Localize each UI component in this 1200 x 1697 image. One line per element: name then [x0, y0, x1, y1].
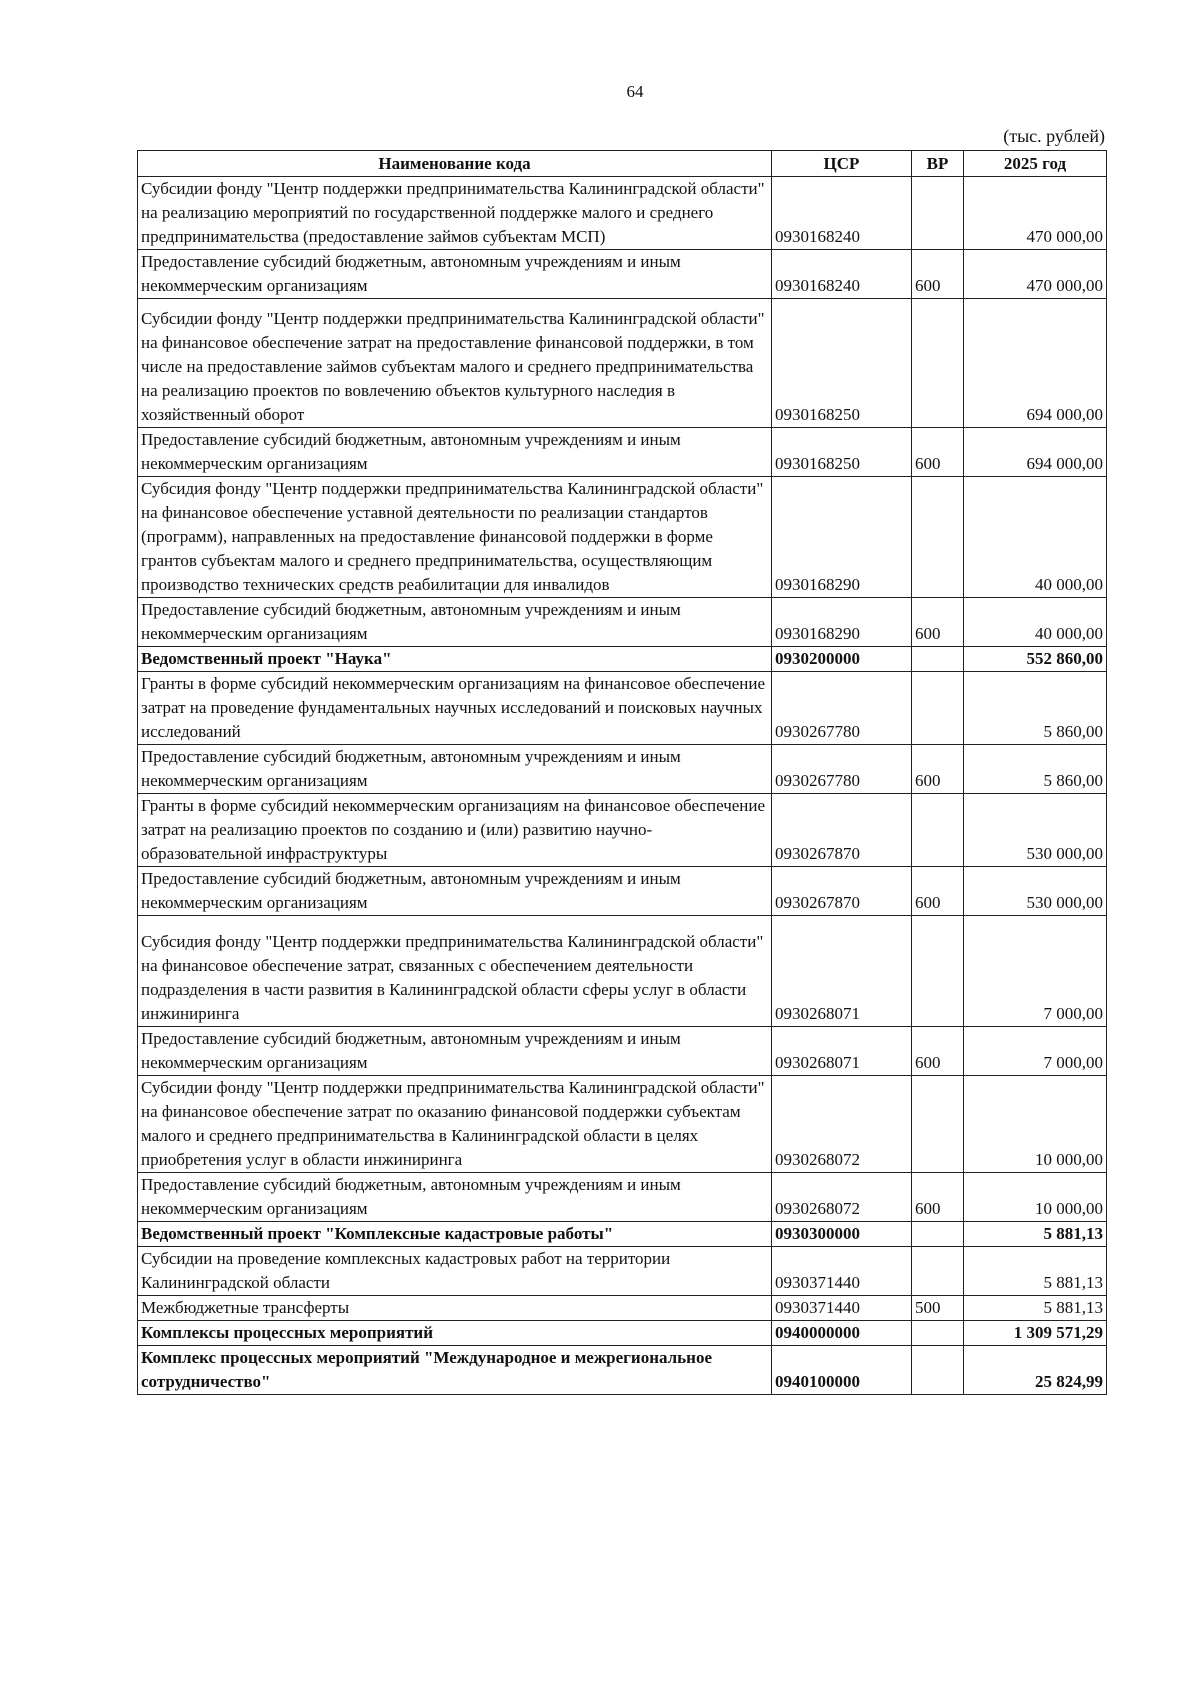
row-csr-code: 0930200000	[772, 647, 912, 672]
row-csr-code: 0930371440	[772, 1296, 912, 1321]
row-vr-code: 600	[912, 867, 964, 916]
row-vr-code: 600	[912, 745, 964, 794]
table-row	[138, 1173, 1107, 1222]
row-vr-code	[912, 794, 964, 867]
table-row	[138, 1027, 1107, 1076]
row-amount: 10 000,00	[964, 1173, 1107, 1222]
row-csr-code: 0930168290	[772, 598, 912, 647]
table-row	[138, 672, 1107, 745]
row-amount: 5 881,13	[964, 1296, 1107, 1321]
row-csr-code: 0930168250	[772, 428, 912, 477]
row-name: Субсидия фонду "Центр поддержки предпринимательства Калининградской области" на финансовое обеспечение затрат, связанных с обеспечением деятельности подразделения в части развития в Калининградской области сферы услуг в области инжиниринга	[138, 916, 772, 1027]
row-name: Предоставление субсидий бюджетным, автономным учреждениям и иным некоммерческим организациям	[138, 745, 772, 794]
row-amount: 25 824,99	[964, 1346, 1107, 1395]
row-name: Межбюджетные трансферты	[138, 1296, 772, 1321]
row-name: Предоставление субсидий бюджетным, автономным учреждениям и иным некоммерческим организациям	[138, 1173, 772, 1222]
row-amount: 5 881,13	[964, 1247, 1107, 1296]
table-row	[138, 598, 1107, 647]
row-csr-code: 0930371440	[772, 1247, 912, 1296]
table-row	[138, 1321, 1107, 1346]
row-amount: 694 000,00	[964, 428, 1107, 477]
row-csr-code: 0930267870	[772, 794, 912, 867]
table-row	[138, 745, 1107, 794]
table-body	[138, 177, 1107, 1395]
row-vr-code	[912, 647, 964, 672]
row-csr-code: 0930168250	[772, 299, 912, 428]
table-header-row	[138, 151, 1107, 177]
row-vr-code: 600	[912, 598, 964, 647]
row-amount: 7 000,00	[964, 916, 1107, 1027]
row-vr-code: 600	[912, 1173, 964, 1222]
row-name: Ведомственный проект "Наука"	[138, 647, 772, 672]
table-row	[138, 250, 1107, 299]
row-amount: 552 860,00	[964, 647, 1107, 672]
row-csr-code: 0930168240	[772, 250, 912, 299]
row-csr-code: 0930168240	[772, 177, 912, 250]
row-csr-code: 0940000000	[772, 1321, 912, 1346]
table-row	[138, 1222, 1107, 1247]
table-row	[138, 794, 1107, 867]
row-csr-code: 0930268072	[772, 1173, 912, 1222]
row-name: Комплексы процессных мероприятий	[138, 1321, 772, 1346]
row-csr-code: 0930300000	[772, 1222, 912, 1247]
table-row	[138, 1346, 1107, 1395]
header-csr: ЦСР	[772, 151, 912, 177]
table-row	[138, 477, 1107, 598]
row-name: Предоставление субсидий бюджетным, автономным учреждениям и иным некоммерческим организациям	[138, 1027, 772, 1076]
row-csr-code: 0930267780	[772, 672, 912, 745]
table-row	[138, 1247, 1107, 1296]
row-amount: 5 860,00	[964, 745, 1107, 794]
row-amount: 5 860,00	[964, 672, 1107, 745]
row-name: Ведомственный проект "Комплексные кадастровые работы"	[138, 1222, 772, 1247]
row-name: Предоставление субсидий бюджетным, автономным учреждениям и иным некоммерческим организациям	[138, 250, 772, 299]
row-name: Гранты в форме субсидий некоммерческим организациям на финансовое обеспечение затрат на реализацию проектов по созданию и (или) развитию научно-образовательной инфраструктуры	[138, 794, 772, 867]
row-csr-code: 0930168290	[772, 477, 912, 598]
row-vr-code: 600	[912, 1027, 964, 1076]
row-vr-code	[912, 1076, 964, 1173]
row-amount: 470 000,00	[964, 177, 1107, 250]
row-name: Предоставление субсидий бюджетным, автономным учреждениям и иным некоммерческим организациям	[138, 428, 772, 477]
row-amount: 694 000,00	[964, 299, 1107, 428]
row-vr-code: 600	[912, 428, 964, 477]
row-amount: 40 000,00	[964, 598, 1107, 647]
budget-table	[137, 150, 1107, 1395]
row-vr-code	[912, 477, 964, 598]
row-csr-code: 0930267780	[772, 745, 912, 794]
row-vr-code	[912, 1321, 964, 1346]
row-amount: 530 000,00	[964, 867, 1107, 916]
row-vr-code	[912, 1222, 964, 1247]
row-amount: 40 000,00	[964, 477, 1107, 598]
row-name: Субсидии фонду "Центр поддержки предпринимательства Калининградской области" на финансовое обеспечение затрат по оказанию финансовой поддержки субъектам малого и среднего предпринимательства в Калининградской области в целях приобретения услуг в области инжиниринга	[138, 1076, 772, 1173]
table-row	[138, 177, 1107, 250]
row-name: Предоставление субсидий бюджетным, автономным учреждениям и иным некоммерческим организациям	[138, 867, 772, 916]
row-csr-code: 0930268072	[772, 1076, 912, 1173]
row-vr-code: 600	[912, 250, 964, 299]
row-vr-code	[912, 672, 964, 745]
row-name: Субсидия фонду "Центр поддержки предпринимательства Калининградской области" на финансовое обеспечение уставной деятельности по реализации стандартов (программ), направленных на предоставление финансовой поддержки в форме грантов субъектам малого и среднего предпринимательства, осуществляющим производство технических средств реабилитации для инвалидов	[138, 477, 772, 598]
header-vr: ВР	[912, 151, 964, 177]
row-name: Субсидии фонду "Центр поддержки предпринимательства Калининградской области" на реализацию мероприятий по государственной поддержке малого и среднего предпринимательства (предоставление займов субъектам МСП)	[138, 177, 772, 250]
row-amount: 10 000,00	[964, 1076, 1107, 1173]
units-label: (тыс. рублей)	[1003, 126, 1105, 146]
row-name: Субсидии на проведение комплексных кадастровых работ на территории Калининградской области	[138, 1247, 772, 1296]
page-number: 64	[626, 82, 644, 101]
table-row	[138, 1296, 1107, 1321]
row-csr-code: 0940100000	[772, 1346, 912, 1395]
row-vr-code	[912, 1247, 964, 1296]
row-name: Комплекс процессных мероприятий "Международное и межрегиональное сотрудничество"	[138, 1346, 772, 1395]
row-vr-code	[912, 916, 964, 1027]
row-vr-code	[912, 299, 964, 428]
row-vr-code	[912, 177, 964, 250]
row-amount: 530 000,00	[964, 794, 1107, 867]
row-name: Гранты в форме субсидий некоммерческим организациям на финансовое обеспечение затрат на проведение фундаментальных научных исследований и поисковых научных исследований	[138, 672, 772, 745]
table-row	[138, 299, 1107, 428]
row-csr-code: 0930267870	[772, 867, 912, 916]
row-vr-code: 500	[912, 1296, 964, 1321]
row-vr-code	[912, 1346, 964, 1395]
row-amount: 7 000,00	[964, 1027, 1107, 1076]
table-row	[138, 867, 1107, 916]
table-row	[138, 1076, 1107, 1173]
table-row	[138, 647, 1107, 672]
row-csr-code: 0930268071	[772, 1027, 912, 1076]
row-name: Предоставление субсидий бюджетным, автономным учреждениям и иным некоммерческим организациям	[138, 598, 772, 647]
row-csr-code: 0930268071	[772, 916, 912, 1027]
header-year: 2025 год	[964, 151, 1107, 177]
row-amount: 5 881,13	[964, 1222, 1107, 1247]
row-amount: 1 309 571,29	[964, 1321, 1107, 1346]
table-row	[138, 916, 1107, 1027]
table-row	[138, 428, 1107, 477]
row-amount: 470 000,00	[964, 250, 1107, 299]
header-name: Наименование кода	[138, 151, 772, 177]
row-name: Субсидии фонду "Центр поддержки предпринимательства Калининградской области" на финансовое обеспечение затрат на предоставление финансовой поддержки, в том числе на предоставление займов субъектам малого и среднего предпринимательства на реализацию проектов по вовлечению объектов культурного наследия в хозяйственный оборот	[138, 299, 772, 428]
